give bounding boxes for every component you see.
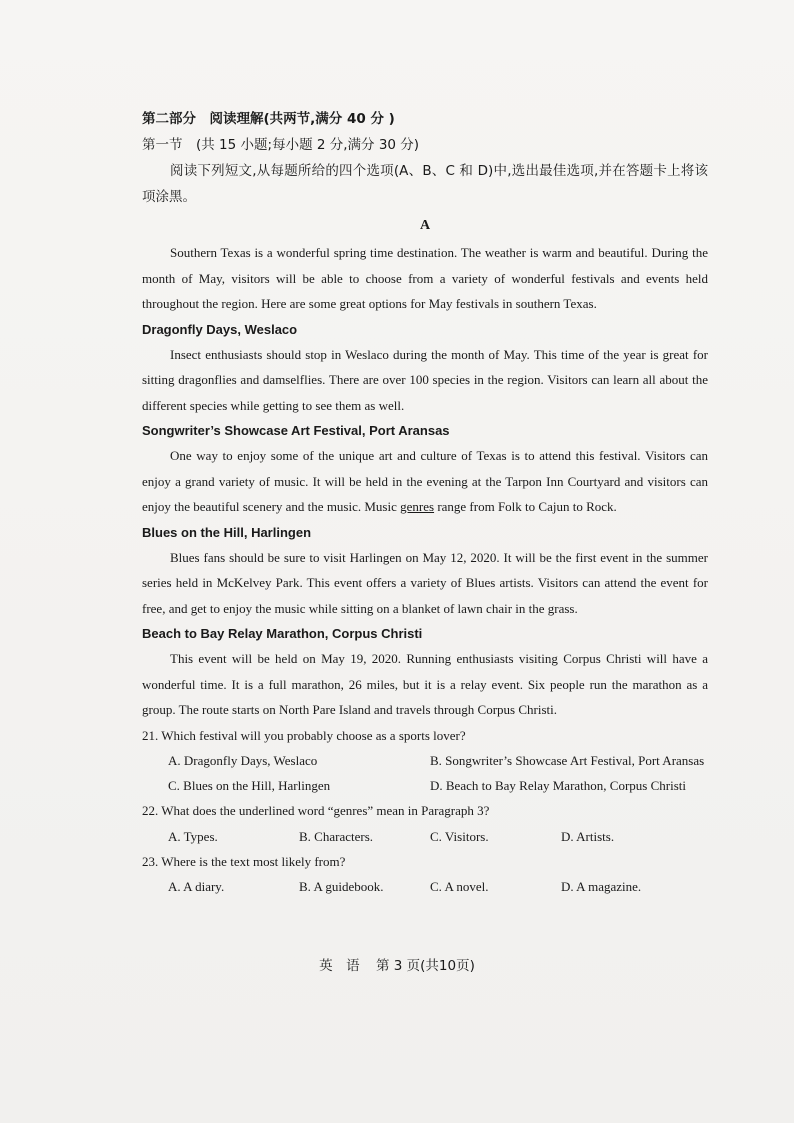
section-text-songwriter [142,443,708,520]
option-d[interactable]: D. Artists. [561,828,615,844]
footer-subject: 英 语 [319,958,360,974]
section-heading-marathon: Beach to Bay Relay Marathon, Corpus Christi [142,626,423,641]
question-21-options [142,748,708,798]
option-b[interactable]: B. Characters. [299,828,374,844]
text-after: range from Folk to Cajun to Rock. [434,499,617,514]
passage-intro: Southern Texas is a wonderful spring time destination. The weather is warm and beautiful. During the month of May, visitors will be able to choose from a variety of wonderful festivals and events held throughout the region. Here are some great options for May festivals in southern Texas. [142,245,708,311]
section-title: 第一节 (共 15 小题;每小题 2 分,满分 30 分) [142,137,420,153]
question-22: 22. What does the underlined word “genres” mean in Paragraph 3? [142,803,490,818]
option-d[interactable]: D. Beach to Bay Relay Marathon, Corpus Christi [430,778,686,793]
page-footer [0,954,794,974]
question-23-options [142,874,708,899]
section-heading-blues: Blues on the Hill, Harlingen [142,524,312,540]
section-text-dragonfly: Insect enthusiasts should stop in Weslaco during the month of May. This time of the year is great for sitting dragonflies and damselflies. There are over 100 species in the region. Visitors can learn all about the different species while getting to see them as well. [142,346,708,413]
instructions: 阅读下列短文,从每题所给的四个选项(A、B、C 和 D)中,选出最佳选项,并在答题卡上将该项涂黑。 [142,163,708,205]
passage-label: A [419,218,431,233]
option-c[interactable]: C. Visitors. [430,828,489,844]
option-a[interactable]: A. A diary. [168,879,225,894]
option-d[interactable]: D. A magazine. [561,879,642,894]
question-23: 23. Where is the text most likely from? [142,853,346,869]
section-text-marathon: This event will be held on May 19, 2020. Running enthusiasts visiting Corpus Christi will have a wonderful time. It is a full marathon, 26 miles, but it is a relay event. Six people run the marathon as a group. The route starts on North Pare Island and travels through Corpus Christi. [142,651,708,717]
footer-page-number: 第 3 页(共10页) [375,958,475,974]
section-text-blues: Blues fans should be sure to visit Harlingen on May 12, 2020. It will be the first event in the summer series held in McKelvey Park. This event offers a variety of Blues artists. Visitors can attend the event for free, and get to enjoy the music while sitting on a blanket of lawn chair in the grass. [142,549,708,616]
part-title: 第二部分 阅读理解(共两节,满分 40 分 ) [142,111,395,127]
option-a[interactable]: A. Dragonfly Days, Weslaco [168,753,318,768]
option-b[interactable]: B. A guidebook. [299,879,384,894]
text-before: One way to enjoy some of the unique art and culture of Texas is to attend this festival. Visitors can enjoy a grand variety of music. It will be held in the evening at the Tarpon Inn Courtyard and visitors can enjoy the beautiful scenery and the music. Music [142,448,708,514]
option-c[interactable]: C. Blues on the Hill, Harlingen [168,778,331,793]
option-b[interactable]: B. Songwriter’s Showcase Art Festival, Port Aransas [430,753,705,768]
question-22-options [142,824,708,849]
question-21: 21. Which festival will you probably choose as a sports lover? [142,727,466,743]
option-c[interactable]: C. A novel. [430,879,489,894]
section-heading-songwriter: Songwriter’s Showcase Art Festival, Port Aransas [142,423,450,438]
page-content [142,106,708,899]
section-heading-dragonfly: Dragonfly Days, Weslaco [142,321,298,337]
option-a[interactable]: A. Types. [168,828,218,844]
underlined-word-genres: genres [400,499,435,514]
